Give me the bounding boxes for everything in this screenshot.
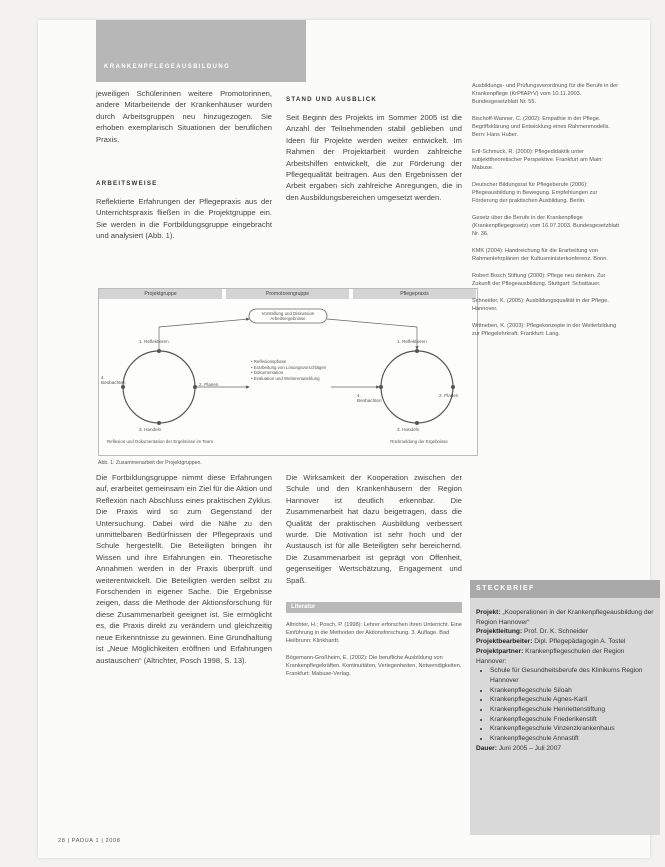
left-cycle-step-4: 4. Beobachten xyxy=(101,375,126,385)
list-item: • Krankenpflegeschule Vinzenzkrankenhaus xyxy=(490,724,654,734)
ref-9: Wittneben, K. (2003): Pflegekonzepte in der Weiterbildung zur Pflegelehrkraft. Frankfurt: Lang. xyxy=(472,323,617,337)
list-item: • Krankenpflegeschule Annastift xyxy=(490,734,654,744)
list-item: • Krankenpflegeschule Henriettenstiftung xyxy=(490,705,654,715)
projekt-value: „Kooperationen in der Krankenpflegeausbildung der Region Hannover“ xyxy=(476,609,654,626)
ref-1: Ausbildungs- und Prüfungsverordnung für die Berufe in der Krankenpflege (KrPflAPrV) vom 10.11.2003. Bundesgesetzblatt Nr. 55. xyxy=(472,83,619,105)
ref-6: KMK (2004): Handreichung für die Erarbeitung von Rahmenlehrplänen der Kultusministerkonferenz. Bonn. xyxy=(472,248,608,262)
middle-note-3: • Dokumentation xyxy=(251,370,284,376)
col2-body: Die Wirksamkeit der Kooperation zwischen der Schule und den Krankenhäusern der Region Hannover ist deutlich erkennbar. Die Zusammenarbeit hat dazu beigetragen, dass die Qualität der praktischen Ausbildung verbessert wurde. Die Motivation ist sehr hoch und der Austausch ist für alle Beteiligten sehr bereichernd. Die Zusammenarbeit ist geprägt von Offenheit, gegenseitiger Wertschätzung, Engagement und Spaß. xyxy=(286,473,462,585)
node-left-left xyxy=(121,385,125,389)
diagram-top-label: Vorstellung und Diskussion Arbeitsergebnisse xyxy=(261,311,315,321)
literatur-entry-1: Altrichter, H.; Posch, P. (1998): Lehrer erforschen ihren Unterricht. Eine Einführung in die Methoden der Aktionsforschung. 3. Auflage. Bad Heilbrunn: Klinkhardt. xyxy=(286,622,462,644)
page xyxy=(38,20,654,858)
list-item: • Krankenpflegeschule Agnes-Karll xyxy=(490,695,654,705)
leitung-label: Projektleitung: xyxy=(476,628,523,636)
dauer-label: Dauer: xyxy=(476,744,497,752)
col1-intro: jeweiligen Schülerinnen weitere Promotorinnen, andere Mitarbeitende der Krankenhäuser wurden durch Arbeitsgruppen neu hinzugezogen. Sie erhoben exemplarisch Situationen der beruflichen Praxis. xyxy=(96,89,272,144)
figure-diagram xyxy=(98,288,478,456)
left-cycle-step-3: 3. Handeln xyxy=(139,427,162,432)
text-stand: Seit Beginn des Projekts im Sommer 2005 ist die Anzahl der Teilnehmenden stabil geblieben und Ideen für Projekte werden weiter entwickelt. Im Rahmen der Projektarbeit wurden zahlreiche Arbeitshilfen entwickelt, die zur Förderung der Pflegequalität beitragen. Aus den Ergebnissen der Arbeit ergaben sich zahlreiche Anregungen, die in den Ausbildungsbereichen umgesetzt werden. xyxy=(286,113,462,202)
diagram-middle-notes xyxy=(251,359,331,381)
middle-note-2: • Erarbeitung von Lösungsvorschlägen xyxy=(251,364,327,370)
literatur-heading: Literatur xyxy=(286,602,462,613)
projekt-label: Projekt: xyxy=(476,609,501,616)
partner-value: Krankenpflegeschulen der Region Hannover: xyxy=(476,647,625,665)
node-left-bottom xyxy=(157,421,161,425)
arrow-left-to-top xyxy=(159,319,249,349)
diagram-header-promotorengruppe: Promotorengruppe xyxy=(226,289,349,299)
right-cycle-step-3: 3. Handeln xyxy=(397,427,420,432)
literatur-entry-2: Bögemann-Großheim, E. (2002): Die berufliche Ausbildung von Krankenpflegekräften. Kontinuitäten, Verlegenheiten, Notwendigkeiten. Frankfurt: Mabuse-Verlag. xyxy=(286,655,462,677)
ref-2: Bischoff-Wanner, C. (2002): Empathie in der Pflege. Begriffsklärung und Entwicklung eines Rahmenmodells. Bern: Hans Huber. xyxy=(472,116,610,138)
ref-3: Ertl-Schmuck, R. (2000): Pflegedidaktik unter subjekttheoretischer Perspektive. Frankfurt am Main: Mabuse. xyxy=(472,149,603,171)
col1-body: Die Fortbildungsgruppe nimmt diese Erfahrungen auf, erarbeitet gemeinsam ein Ziel für die Aktion und Reflexion nach Abschluss eines praktischen Zyklus. Die Praxis wird so zum Gegenstand der Untersuchung. Dabei wird die Nähe zu den unmittelbaren Bedürfnissen der Pflegepraxis und Schule hergestellt. Die Beteiligten bringen ihr Wissen und ihre Erfahrungen ein. Theoretische Annahmen werden in der Praxis überprüft und weiterentwickelt. Die Beteiligten werden selbst zu Forschenden in eigener Sache. Die Ergebnisse zeigen, dass die Methode der Aktionsforschung für diese Zusammenarbeit geeignet ist. Sie ermöglicht es, die Praxis direkt zu verändern und gleichzeitig neue Erkenntnisse zu gewinnen. Eine Grundhaltung ist „Neue Möglichkeiten eröffnen und Erfahrungen austauschen“ (Altrichter, Posch 1998, S. 13). xyxy=(96,473,272,665)
heading-arbeitsweise: ARBEITSWEISE xyxy=(96,180,158,187)
heading-stand: STAND UND AUSBLICK xyxy=(286,96,378,103)
diagram-header-projektgruppe: Projektgruppe xyxy=(99,289,222,299)
right-cycle-step-4: 4. Beobachten xyxy=(357,393,382,403)
bearbeiter-value: Dipl. Pflegepädagogin A. Tostel xyxy=(534,638,626,646)
header-band xyxy=(96,20,306,82)
left-cycle-step-1: 1. Reflektieren xyxy=(139,339,169,344)
literatur-box xyxy=(286,602,462,687)
left-cycle-step-2: 2. Planen xyxy=(199,382,219,387)
middle-note-4: • Evaluation und Weiterentwicklung xyxy=(251,375,320,381)
ref-4: Deutscher Bildungsrat für Pflegeberufe (2006): Pflegeausbildung in Bewegung. Empfehlungen zur Förderung der praktischen Ausbildung. Berlin. xyxy=(472,182,598,204)
text-arbeitsweise: Reflektierte Erfahrungen der Pflegepraxis aus der Unterrichtspraxis fließen in die Projektgruppe ein. Sie werden in die Fortbildungsgruppe eingebracht und analysiert (Abb. 1). xyxy=(96,197,272,241)
diagram-right-bottom: Rückmeldung der Ergebnisse xyxy=(390,439,448,444)
header-kicker: KRANKENPFLEGEAUSBILDUNG xyxy=(104,64,231,70)
cycle-right xyxy=(381,351,453,423)
dauer-value: Juni 2005 – Juli 2007 xyxy=(498,744,562,752)
ref-5: Gesetz über die Berufe in der Krankenpflege (Krankenpflegegesetz) vom 16.07.2003. Bundesgesetzblatt Nr. 36. xyxy=(472,215,620,237)
steckbrief-box xyxy=(470,580,660,835)
leitung-value: Prof. Dr. K. Schneider xyxy=(524,628,588,636)
steckbrief-band xyxy=(470,580,660,598)
bearbeiter-label: Projektbearbeiter: xyxy=(476,638,533,646)
node-right-right xyxy=(451,385,455,389)
ref-7: Robert Bosch Stiftung (2000): Pflege neu denken. Zur Zukunft der Pflegeausbildung. Stuttgart: Schattauer. xyxy=(472,273,606,287)
right-references xyxy=(472,82,622,347)
node-right-top xyxy=(415,349,419,353)
partner-list xyxy=(476,666,654,744)
right-cycle-step-2: 2. Planen xyxy=(439,393,459,398)
middle-note-1: • Reflexionsphase xyxy=(251,359,287,364)
steckbrief-content xyxy=(476,608,654,754)
right-cycle-step-1: 1. Reflektieren xyxy=(397,339,427,344)
node-left-right xyxy=(193,385,197,389)
diagram-header-pflegepraxis: Pflegepraxis xyxy=(353,289,476,299)
diagram-left-bottom: Reflexion und Dokumentation der Ergebnisse im Team xyxy=(106,439,214,444)
cycle-left xyxy=(123,351,195,423)
list-item: • Krankenpflegeschule Siloah xyxy=(490,686,654,696)
steckbrief-title: STECKBRIEF xyxy=(476,585,535,592)
list-item: • Schule für Gesundheitsberufe des Klinikums Region Hannover xyxy=(490,666,654,685)
figure-caption: Abb. 1: Zusammenarbeit der Projektgruppen. xyxy=(98,460,202,466)
arrow-top-to-right xyxy=(327,319,417,349)
node-left-top xyxy=(157,349,161,353)
node-right-bottom xyxy=(415,421,419,425)
partner-label: Projektpartner: xyxy=(476,647,524,655)
list-item: • Krankenpflegeschule Friederikenstift xyxy=(490,715,654,725)
node-right-left xyxy=(379,385,383,389)
page-footer: 28 | PADUA 1 | 2008 xyxy=(58,838,121,844)
ref-8: Schneider, K. (2005): Ausbildungsqualität in der Pflege. Hannover. xyxy=(472,298,609,312)
